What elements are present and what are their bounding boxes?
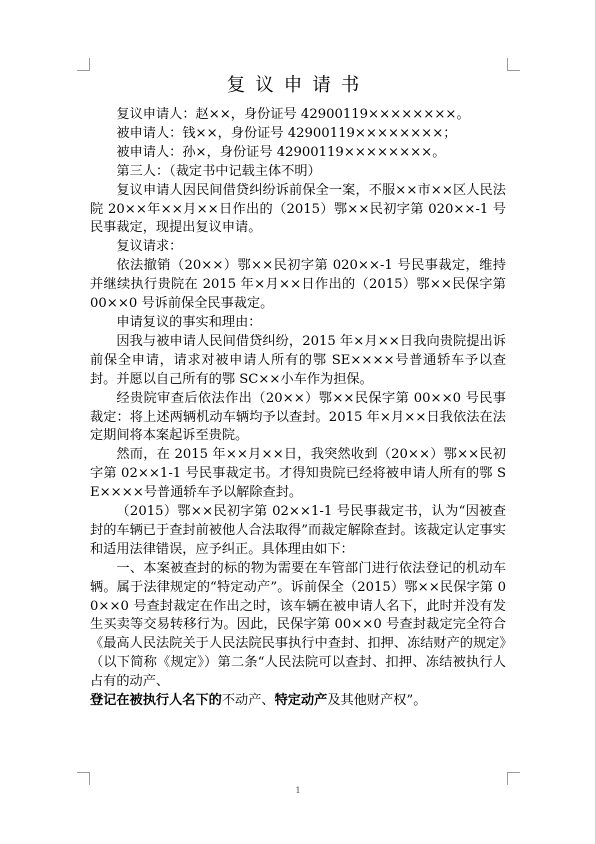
document-title: 复议申请书 — [226, 75, 370, 96]
bold-phrase-registered: 登记在被执行人名下的 — [90, 693, 222, 709]
document-body — [90, 106, 506, 711]
bold-phrase-specific-movable: 特定动产 — [274, 693, 328, 709]
paragraph-third-party: 第三人：（裁定书中记载主体不明） — [116, 163, 321, 179]
paragraph-respondent-2: 被申请人：孙×，身份证号 42900119××××××××。 — [116, 144, 446, 160]
paragraph-applicant: 复议申请人：赵××，身份证号 42900119××××××××。 — [116, 107, 470, 122]
heading-facts-reasons: 申请复议的事实和理由： — [116, 314, 262, 330]
paragraph-fact-2: 经贵院审查后依法作出（20××）鄂××民保字第 00××0 号民事裁定：将上述两辆机动车辆均予以查封。2015 年×月××日我依法在法定期间将本案起诉至贵院。 — [90, 390, 506, 444]
paragraph-intro: 复议申请人因民间借贷纠纷诉前保全一案，不服××市××区人民法院 20××年××月××日作出的（2015）鄂××民初字第 020××-1 号民事裁定，现提出复议申请。 — [90, 182, 506, 236]
margin-corner-bottom-left — [77, 772, 90, 785]
heading-request: 复议请求： — [116, 239, 183, 255]
paragraph-fact-4: （2015）鄂××民初字第 02××1-1 号民事裁定书，认为“因被查封的车辆已于查封前被他人合法取得”而裁定解除查封。该裁定认定事实和适用法律错误，应予纠正。具体理由如下： — [90, 504, 506, 557]
page-number: 1 — [295, 786, 301, 795]
paragraph-fact-3: 然而，在 2015 年××月××日，我突然收到（20××）鄂××民初字第 02××1-1 号民事裁定书。才得知贵院已经将被申请人所有的鄂 SE××××号普通轿车予以解除查封。 — [90, 447, 506, 501]
paragraph-reason-1: 一、本案被查封的标的物为需要在车管部门进行依法登记的机动车辆。属于法律规定的“特定动产”。诉前保全（2015）鄂××民保字第 00××0 号查封裁定在作出之时，该车辆在被申请人名下，此时并没有发生买卖等交易转移行为。因此，民保字第 00××0 号查封裁定完全符合《最高人民法院关于人民法院民事执行中查封、扣押、冻结财产的规定》（以下简称《规定》）第二条“人民法院可以查封、扣押、冻结被执行人占有的动产、 — [90, 560, 506, 690]
paragraph-respondent-1: 被申请人：钱××，身份证号 42900119××××××××； — [116, 125, 457, 141]
text-immovable: 不动产、 — [221, 693, 275, 709]
paragraph-reason-1-end — [90, 692, 506, 711]
text-other-property: 及其他财产权”。 — [327, 693, 427, 709]
paragraph-fact-1: 因我与被申请人民间借贷纠纷，2015 年×月××日我向贵院提出诉前保全申请，请求对被申请人所有的鄂 SE××××号普通轿车予以查封。并愿以自己所有的鄂 SC××小车作为担保。 — [90, 333, 506, 387]
margin-corner-top-left — [77, 58, 90, 71]
margin-corner-top-right — [507, 58, 520, 71]
paragraph-request: 依法撤销（20××）鄂××民初字第 020××-1 号民事裁定，维持并继续执行贵院在 2015 年×月××日作出的（2015）鄂××民保字第 00××0 号诉前保全民事裁定。 — [90, 258, 506, 312]
margin-corner-bottom-right — [507, 772, 520, 785]
